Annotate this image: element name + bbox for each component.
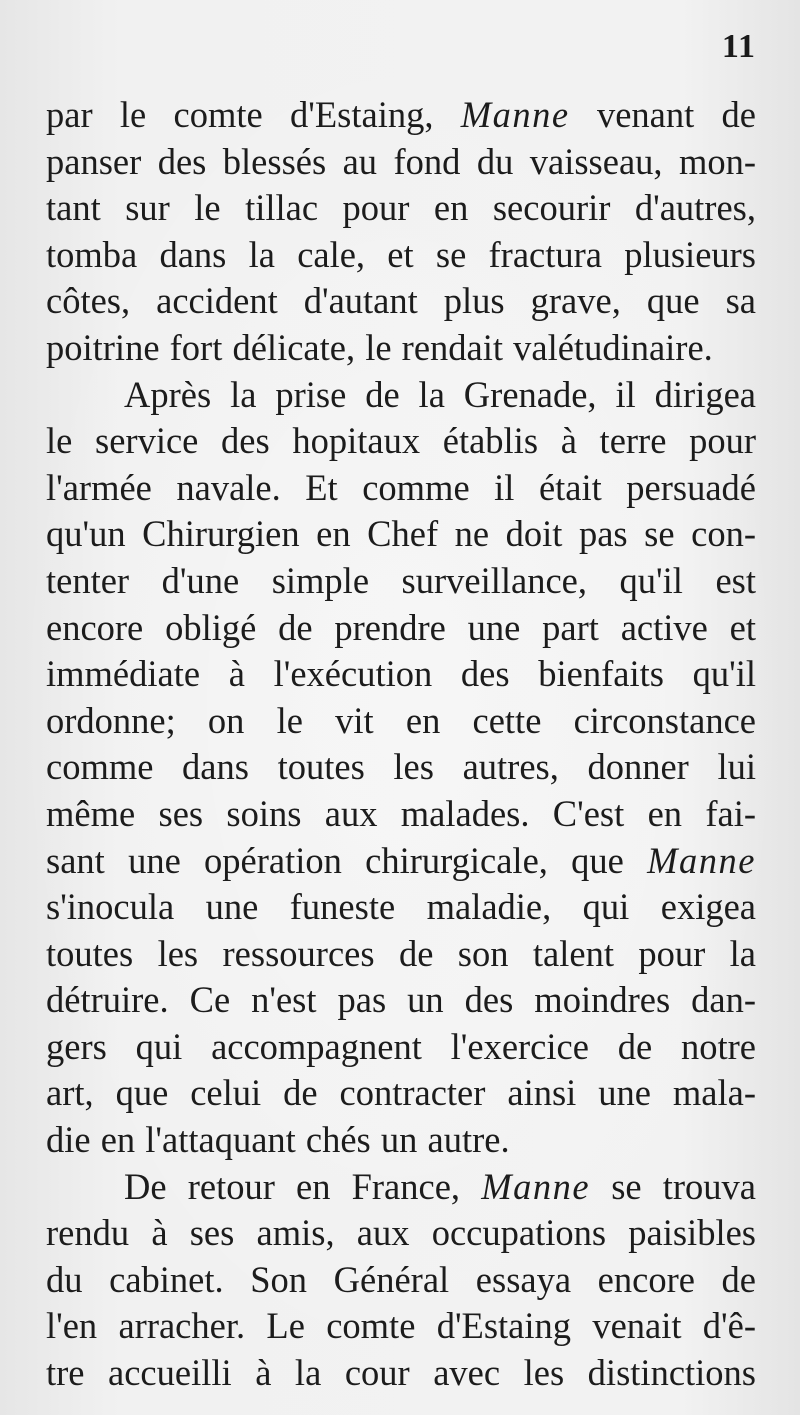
text-line: tre accueilli à la cour avec les distinctions bbox=[46, 1352, 756, 1394]
italic-name: Manne bbox=[460, 94, 570, 135]
text-line: s'inocula une funeste maladie, qui exigea bbox=[46, 886, 756, 928]
text-line: gers qui accompagnent l'exercice de notre bbox=[46, 1025, 756, 1067]
text-line: tant sur le tillac pour en secourir d'autres, bbox=[46, 187, 756, 229]
text-line: die en l'attaquant chés un autre. bbox=[46, 1119, 510, 1161]
italic-name: Manne bbox=[647, 839, 756, 881]
text-line bbox=[46, 92, 756, 139]
text-line: le service des hopitaux établis à terre pour bbox=[46, 420, 756, 462]
text-line: panser des blessés au fond du vaisseau, mon- bbox=[46, 140, 756, 182]
text-line: immédiate à l'exécution des bienfaits qu'il bbox=[46, 653, 756, 695]
text-line: côtes, accident d'autant plus grave, que sa bbox=[46, 280, 756, 322]
text-span: se trouva bbox=[590, 1165, 756, 1207]
text-line: détruire. Ce n'est pas un des moindres dan- bbox=[46, 979, 756, 1021]
text-line: comme dans toutes les autres, donner lui bbox=[46, 746, 756, 788]
text-line: l'armée navale. Et comme il était persuadé bbox=[46, 466, 756, 508]
text-span: par le comte d'Estaing, bbox=[46, 94, 461, 135]
italic-name: Manne bbox=[481, 1165, 591, 1207]
page-number: 11 bbox=[721, 28, 756, 65]
body-text bbox=[46, 92, 756, 1397]
text-line: même ses soins aux malades. C'est en fai- bbox=[46, 792, 756, 834]
text-line: ordonne; on le vit en cette circonstance bbox=[46, 699, 756, 741]
text-line: toutes les ressources de son talent pour la bbox=[46, 932, 756, 974]
paragraph-start-line bbox=[46, 1164, 756, 1211]
paragraph-start-line: Après la prise de la Grenade, il dirigea bbox=[124, 373, 756, 415]
text-line: tomba dans la cale, et se fractura plusieurs bbox=[46, 233, 756, 275]
text-line: poitrine fort délicate, le rendait valétudinaire. bbox=[46, 326, 713, 368]
text-line bbox=[46, 838, 756, 885]
text-line: encore obligé de prendre une part active et bbox=[46, 606, 756, 648]
text-line: tenter d'une simple surveillance, qu'il est bbox=[46, 559, 756, 601]
text-line: rendu à ses amis, aux occupations paisibles bbox=[46, 1212, 756, 1254]
text-line: du cabinet. Son Général essaya encore de bbox=[46, 1258, 756, 1300]
text-span: venant de bbox=[569, 94, 756, 135]
text-span: De retour en France, bbox=[124, 1165, 482, 1207]
text-line: qu'un Chirurgien en Chef ne doit pas se con- bbox=[46, 513, 756, 555]
text-line: art, que celui de contracter ainsi une mala- bbox=[46, 1072, 756, 1114]
text-span: sant une opération chirurgicale, que bbox=[46, 839, 648, 881]
text-line: l'en arracher. Le comte d'Estaing venait d'ê- bbox=[46, 1305, 756, 1347]
